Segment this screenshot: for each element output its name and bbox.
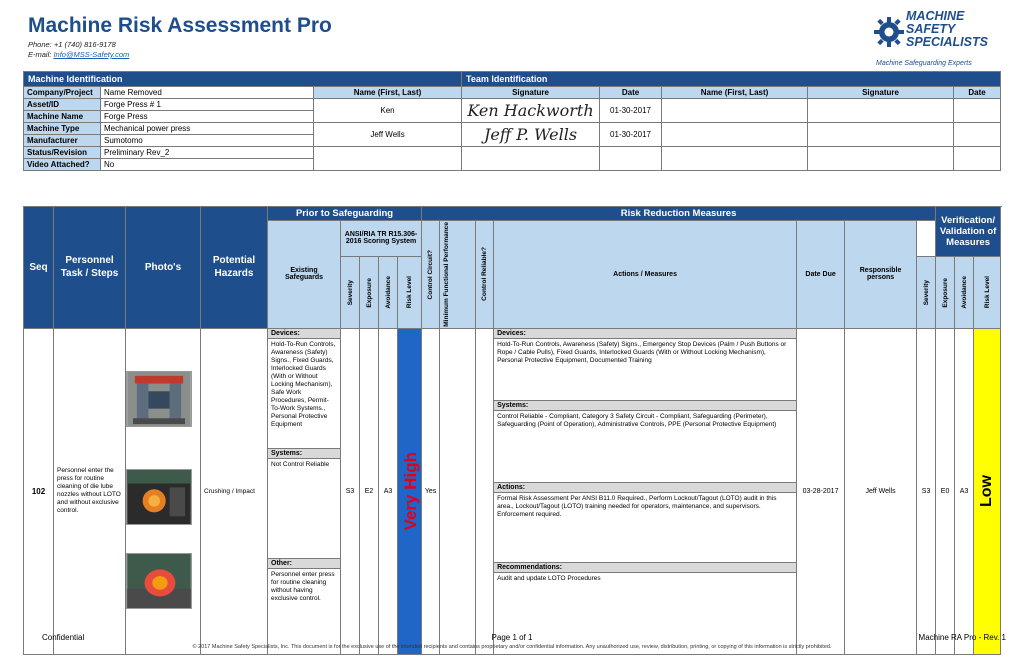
empty-cell <box>462 147 600 171</box>
email-label: E-mail: <box>28 50 52 59</box>
empty-cell <box>954 123 1001 147</box>
control-circuit-header: Control Circuit? <box>422 221 440 329</box>
team-date-header-2: Date <box>954 87 1001 99</box>
control-circuit-value: Yes <box>422 328 440 654</box>
empty-cell <box>314 147 462 171</box>
risk-assessment-table <box>23 206 1001 655</box>
photos-cell <box>126 328 201 654</box>
v-severity-value: S3 <box>917 328 936 654</box>
team-name-header: Name (First, Last) <box>314 87 462 99</box>
page-title: Machine Risk Assessment Pro <box>28 14 332 37</box>
hazard-value: Crushing / Impact <box>201 328 268 654</box>
risk-level-very-high: Very High <box>398 328 422 654</box>
recommendations-text: Audit and update LOTO Procedures <box>497 574 601 582</box>
v-exposure-header: Exposure <box>936 256 955 328</box>
measures-devices: Hold-To-Run Controls, Awareness (Safety) Signs., Emergency Stop Devices (Palm / Push Buttons or Rope / Cable Pulls), Fixed Guards, Interlocked Guards (With or Without Locking Mechanism), Personal Protective Equipment, Documented Training <box>494 339 796 401</box>
field-label: Video Attached? <box>24 159 101 171</box>
prior-safeguarding-header: Prior to Safeguarding <box>268 207 422 221</box>
responsible-value: Jeff Wells <box>845 328 917 654</box>
contact-info <box>28 40 129 60</box>
existing-devices: Hold-To-Run Controls, Awareness (Safety) Signs., Fixed Guards, Interlocked Guards (With or Without Locking Mechanism), Safe Work Procedures, Permit-To-Work Systems., Personal Protective Equipment <box>268 339 340 449</box>
team-signature-header-2: Signature <box>808 87 954 99</box>
severity-value: S3 <box>341 328 360 654</box>
logo-wordmark: MACHINE SAFETY SPECIALISTS <box>906 9 988 49</box>
field-label: Status/Revision <box>24 147 101 159</box>
systems-label: Systems: <box>268 449 340 459</box>
existing-safeguards-cell <box>268 328 341 654</box>
date-due-header: Date Due <box>797 221 845 329</box>
v-avoidance-value: A3 <box>955 328 974 654</box>
field-label: Machine Type <box>24 123 101 135</box>
measures-actions-label: Actions: <box>494 483 796 493</box>
responsible-header: Responsible persons <box>845 221 917 329</box>
empty-cell <box>954 147 1001 171</box>
team-name-header-2: Name (First, Last) <box>662 87 808 99</box>
avoidance-value: A3 <box>379 328 398 654</box>
severity-header: Severity <box>341 256 360 328</box>
company-logo <box>868 8 998 68</box>
footer-revision: Machine RA Pro - Rev. 1 <box>918 633 1006 642</box>
measures-systems: Control Reliable - Compliant, Category 3 Safety Circuit - Compliant, Safeguarding (Perimeter), Safeguarding (Point of Operation), Administrative Controls, PPE (Personal Protective Equipment) <box>494 411 796 483</box>
v-exposure-value: E0 <box>936 328 955 654</box>
scoring-system-header: ANSI/RIA TR R15.306-2016 Scoring System <box>341 221 422 257</box>
actions-measures-cell <box>494 328 797 654</box>
email-link[interactable]: Info@MSS-Safety.com <box>53 50 130 59</box>
press-photo-2 <box>126 469 192 525</box>
exposure-header: Exposure <box>360 256 379 328</box>
logo-tagline: Machine Safeguarding Experts <box>876 60 972 67</box>
phone-text: Phone: +1 (740) 816-9178 <box>28 40 116 49</box>
risk-level-low: Low <box>974 328 1001 654</box>
footer-copyright: © 2017 Machine Safety Specialists, Inc. This document is for the exclusive use of the intended recipients and contains proprietary and/or confidential information. Any unauthorized use, review, distribution, printing, or copying of this information is strictly prohibited. <box>192 644 832 650</box>
team-member-signature: Ken Hackworth <box>462 99 600 123</box>
risk-reduction-header: Risk Reduction Measures <box>422 207 936 221</box>
measures-actions: Formal Risk Assessment Per ANSI B11.0 Required., Perform Lockout/Tagout (LOTO) audit in this area., Lockout/Tagout (LOTO) training needed for operators, maintenance, and supervisors. Enforcement required. <box>494 493 796 563</box>
team-identification-heading: Team Identification <box>462 72 1001 87</box>
hazards-header: Potential Hazards <box>201 207 268 329</box>
task-header: Personnel Task / Steps <box>54 207 126 329</box>
team-member-date: 01-30-2017 <box>600 123 662 147</box>
field-value: Forge Press <box>101 111 314 123</box>
footer-page-number: Page 1 of 1 <box>491 633 533 642</box>
empty-cell <box>808 147 954 171</box>
empty-cell <box>662 123 808 147</box>
existing-other: Personnel enter press for routine cleaning without having exclusive control. <box>271 570 335 602</box>
field-value: Mechanical power press <box>101 123 314 135</box>
gear-icon <box>872 12 906 52</box>
press-photo-1 <box>126 371 192 427</box>
exposure-value: E2 <box>360 328 379 654</box>
devices-label: Devices: <box>268 329 340 339</box>
v-avoidance-header: Avoidance <box>955 256 974 328</box>
field-label: Manufacturer <box>24 135 101 147</box>
field-value: Name Removed <box>101 87 314 99</box>
field-label: Company/Project <box>24 87 101 99</box>
field-label: Machine Name <box>24 111 101 123</box>
task-description: Personnel enter the press for routine cleaning of die lube nozzles without LOTO and without exclusive control. <box>54 328 126 654</box>
empty-cell <box>662 147 808 171</box>
footer-confidential: Confidential <box>42 633 85 642</box>
seq-value: 102 <box>24 328 54 654</box>
seq-header: Seq <box>24 207 54 329</box>
field-value: Preliminary Rev_2 <box>101 147 314 159</box>
other-label: Other: <box>268 559 340 569</box>
field-value: Forge Press # 1 <box>101 99 314 111</box>
identification-table <box>23 71 1001 171</box>
verification-header: Verification/ Validation of Measures <box>936 207 1001 257</box>
field-value: Sumotomo <box>101 135 314 147</box>
risk-level-header: Risk Level <box>398 256 422 328</box>
photos-header: Photo's <box>126 207 201 329</box>
team-member-name: Jeff Wells <box>314 123 462 147</box>
empty-cell <box>808 99 954 123</box>
machine-identification-heading: Machine Identification <box>24 72 462 87</box>
existing-safeguards-header: Existing Safeguards <box>268 221 341 329</box>
v-severity-header: Severity <box>917 256 936 328</box>
existing-systems: Not Control Reliable <box>268 459 340 559</box>
empty-cell <box>808 123 954 147</box>
team-member-signature: Jeff P. Wells <box>462 123 600 147</box>
press-photo-3 <box>126 553 192 609</box>
empty-cell <box>954 99 1001 123</box>
empty-cell <box>600 147 662 171</box>
control-reliable-header: Control Reliable? <box>476 221 494 329</box>
field-value: No <box>101 159 314 171</box>
actions-header: Actions / Measures <box>494 221 797 329</box>
team-signature-header: Signature <box>462 87 600 99</box>
empty-cell <box>440 328 476 654</box>
field-label: Asset/ID <box>24 99 101 111</box>
v-risk-level-header: Risk Level <box>974 256 1001 328</box>
empty-cell <box>662 99 808 123</box>
measures-systems-label: Systems: <box>494 401 796 411</box>
team-member-date: 01-30-2017 <box>600 99 662 123</box>
date-due-value: 03-28-2017 <box>797 328 845 654</box>
team-member-name: Ken <box>314 99 462 123</box>
min-performance-header: Minimum Functional Performance <box>440 221 476 329</box>
recommendations-label: Recommendations: <box>494 563 796 573</box>
team-date-header: Date <box>600 87 662 99</box>
empty-cell <box>476 328 494 654</box>
measures-devices-label: Devices: <box>494 329 796 339</box>
avoidance-header: Avoidance <box>379 256 398 328</box>
